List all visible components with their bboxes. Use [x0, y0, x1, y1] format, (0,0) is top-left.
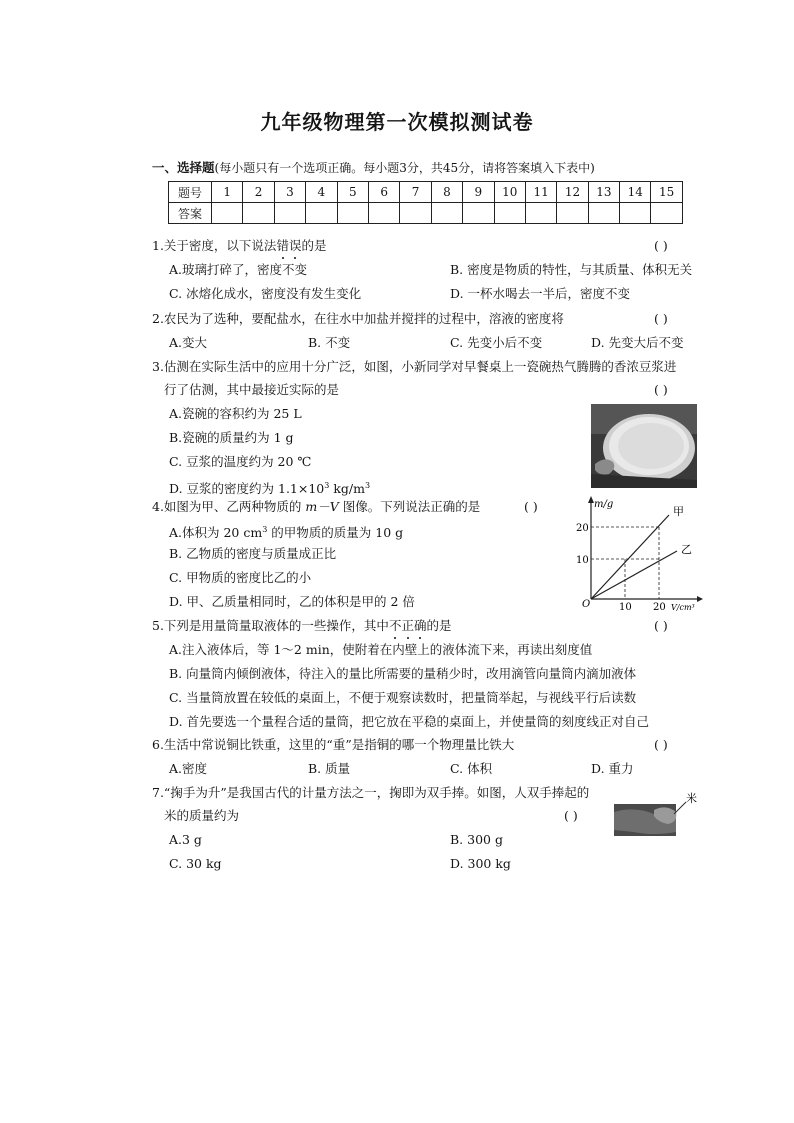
q1-stem [152, 238, 326, 254]
m-v-graph [573, 495, 703, 613]
q4-stem-text: 图像。下列说法正确的是 [338, 499, 481, 514]
soy-milk-bowl-image [591, 404, 697, 488]
graph-ytick: 10 [576, 555, 589, 566]
q4-option-d: D. 甲、乙质量相同时，乙的体积是甲的 2 倍 [169, 594, 415, 609]
question-number: 8 [431, 182, 462, 203]
question-number: 14 [620, 182, 651, 203]
q6-option-b: B. 质量 [308, 761, 351, 776]
answer-table [168, 181, 683, 224]
q3-option-a: A.瓷碗的容积约为 25 L [169, 406, 302, 421]
graph-xtick: 20 [653, 602, 666, 613]
q6-option-c: C. 体积 [450, 761, 493, 776]
q5-option-c: C. 当量筒放置在较低的桌面上，不便于观察读数时，把量筒举起，与视线平行后读数 [169, 690, 637, 705]
q3-option-d [169, 478, 370, 497]
q3-option-c: C. 豆浆的温度约为 20 ℃ [169, 454, 312, 469]
answer-cell[interactable] [431, 203, 462, 224]
q4-option-a [169, 522, 403, 541]
line-jia [591, 515, 669, 599]
graph-ylabel: m/g [594, 499, 614, 510]
q6-stem: 6.生活中常说铜比铁重，这里的“重”是指铜的哪一个物理量比铁大 [152, 737, 515, 752]
answer-table-label: 答案 [169, 203, 212, 224]
q2-option-d: D. 先变大后不变 [591, 335, 684, 350]
answer-cell[interactable] [494, 203, 525, 224]
question-number: 7 [400, 182, 431, 203]
question-number: 1 [212, 182, 243, 203]
q4-option-a-text: A.体积为 20 cm [169, 525, 263, 541]
q1-option-a: A.玻璃打碎了，密度不变 [169, 262, 308, 277]
answer-paren: ( ) [564, 808, 578, 823]
emphasis-char: 误 [288, 238, 302, 253]
hands-holding-rice-image [614, 792, 698, 838]
answer-cell[interactable] [243, 203, 274, 224]
section-note: (每小题只有一个选项正确。每小题3分，共45分，请将答案填入下表中) [214, 161, 595, 175]
q3-option-d-text: D. 豆浆的密度约为 1.1×10 [169, 481, 325, 497]
graph-origin: O [582, 599, 591, 610]
q5-option-d: D. 首先要选一个量程合适的量筒，把它放在平稳的桌面上，并使量筒的刻度线正对自己 [169, 714, 650, 729]
q6-option-d: D. 重力 [591, 761, 634, 776]
q5-stem-text: 的是 [426, 618, 452, 633]
answer-paren: ( ) [654, 737, 668, 752]
question-number: 13 [588, 182, 619, 203]
q2-option-b: B. 不变 [308, 335, 351, 350]
answer-cell[interactable] [525, 203, 556, 224]
answer-table-number-row [169, 182, 683, 203]
emphasis-char: 正 [401, 618, 414, 633]
q7-option-a: A.3 g [169, 832, 202, 847]
emphasis-char: 错 [276, 238, 289, 253]
q3-option-b: B.瓷碗的质量约为 1 g [169, 430, 294, 445]
q6-option-a: A.密度 [169, 761, 208, 776]
question-number: 6 [368, 182, 399, 203]
q2-option-c: C. 先变小后不变 [450, 335, 543, 350]
q7-option-c: C. 30 kg [169, 856, 222, 871]
question-number: 5 [337, 182, 368, 203]
answer-table-label: 题号 [169, 182, 212, 203]
q4-stem [152, 499, 480, 515]
q7-stem-line1: 7.“掬手为升”是我国古代的计量方法之一，掬即为双手捧。如图，人双手捧起的 [152, 785, 590, 800]
answer-cell[interactable] [620, 203, 651, 224]
answer-paren: ( ) [654, 618, 668, 633]
q2-option-a: A.变大 [169, 335, 208, 350]
q7-option-d: D. 300 kg [450, 856, 511, 871]
answer-cell[interactable] [588, 203, 619, 224]
superscript: 3 [262, 525, 268, 534]
q3-stem-line2: 行了估测，其中最接近实际的是 [164, 382, 340, 397]
q7-option-b: B. 300 g [450, 832, 503, 847]
answer-cell[interactable] [651, 203, 682, 224]
question-number: 4 [306, 182, 337, 203]
superscript: 3 [364, 481, 371, 490]
q4-stem-text: 4.如图为甲、乙两种物质的 [152, 499, 306, 514]
graph-xlabel: V/cm³ [671, 603, 695, 612]
question-number: 11 [525, 182, 556, 203]
emphasis-char: 确 [413, 618, 427, 633]
section-title: 一、选择题 [152, 160, 215, 175]
answer-paren: ( ) [654, 238, 668, 253]
answer-paren: ( ) [654, 382, 668, 397]
question-number: 12 [557, 182, 588, 203]
graph-xtick: 10 [619, 602, 632, 613]
question-number: 15 [651, 182, 682, 203]
graph-line-label-yi: 乙 [681, 543, 692, 556]
q4-option-b: B. 乙物质的密度与质量成正比 [169, 546, 337, 561]
q5-stem [152, 618, 452, 634]
superscript: 3 [324, 481, 330, 490]
answer-cell[interactable] [274, 203, 305, 224]
answer-cell[interactable] [400, 203, 431, 224]
question-number: 2 [243, 182, 274, 203]
answer-table-answer-row [169, 203, 683, 224]
answer-paren: ( ) [654, 311, 668, 326]
page-title: 九年级物理第一次模拟测试卷 [260, 110, 534, 134]
answer-paren: ( ) [524, 499, 538, 514]
graph-ytick: 20 [576, 523, 589, 534]
q7-stem-line2: 米的质量约为 [164, 808, 240, 823]
q3-option-d-text: kg/m [329, 481, 365, 497]
q3-stem-line1: 3.估测在实际生活中的应用十分广泛，如图，小新同学对早餐桌上一瓷碗热气腾腾的香浓豆浆进 [152, 359, 677, 374]
answer-cell[interactable] [337, 203, 368, 224]
q4-stem-formula: m－V [305, 499, 339, 514]
answer-cell[interactable] [368, 203, 399, 224]
q5-option-a: A.注入液体后，等 1～2 min，使附着在内壁上的液体流下来，再读出刻度值 [169, 642, 593, 657]
q1-option-b: B. 密度是物质的特性，与其质量、体积无关 [450, 262, 693, 277]
question-number: 9 [463, 182, 494, 203]
line-yi [591, 551, 677, 599]
image-label-rice: 米 [686, 792, 697, 805]
q4-option-c: C. 甲物质的密度比乙的小 [169, 570, 312, 585]
answer-cell[interactable] [306, 203, 337, 224]
q5-option-b: B. 向量筒内倾倒液体，待注入的量比所需要的量稍少时，改用滴管向量筒内滴加液体 [169, 666, 637, 681]
answer-cell[interactable] [557, 203, 588, 224]
q1-stem-text: 的是 [301, 238, 327, 253]
q5-stem-text: 5.下列是用量筒量取液体的一些操作，其中 [152, 618, 389, 633]
section-heading [152, 158, 595, 176]
question-number: 3 [274, 182, 305, 203]
question-number: 10 [494, 182, 525, 203]
q1-stem-text: 1.关于密度，以下说法 [152, 238, 277, 253]
emphasis-char: 不 [388, 618, 402, 633]
q1-option-c: C. 冰熔化成水，密度没有发生变化 [169, 286, 362, 301]
graph-line-label-jia: 甲 [673, 505, 684, 518]
q2-stem: 2.农民为了选种，要配盐水，在往水中加盐并搅拌的过程中，溶液的密度将 [152, 311, 564, 326]
answer-cell[interactable] [463, 203, 494, 224]
q1-option-d: D. 一杯水喝去一半后，密度不变 [450, 286, 631, 301]
q4-option-a-text: 的甲物质的质量为 10 g [267, 525, 404, 541]
answer-cell[interactable] [212, 203, 243, 224]
